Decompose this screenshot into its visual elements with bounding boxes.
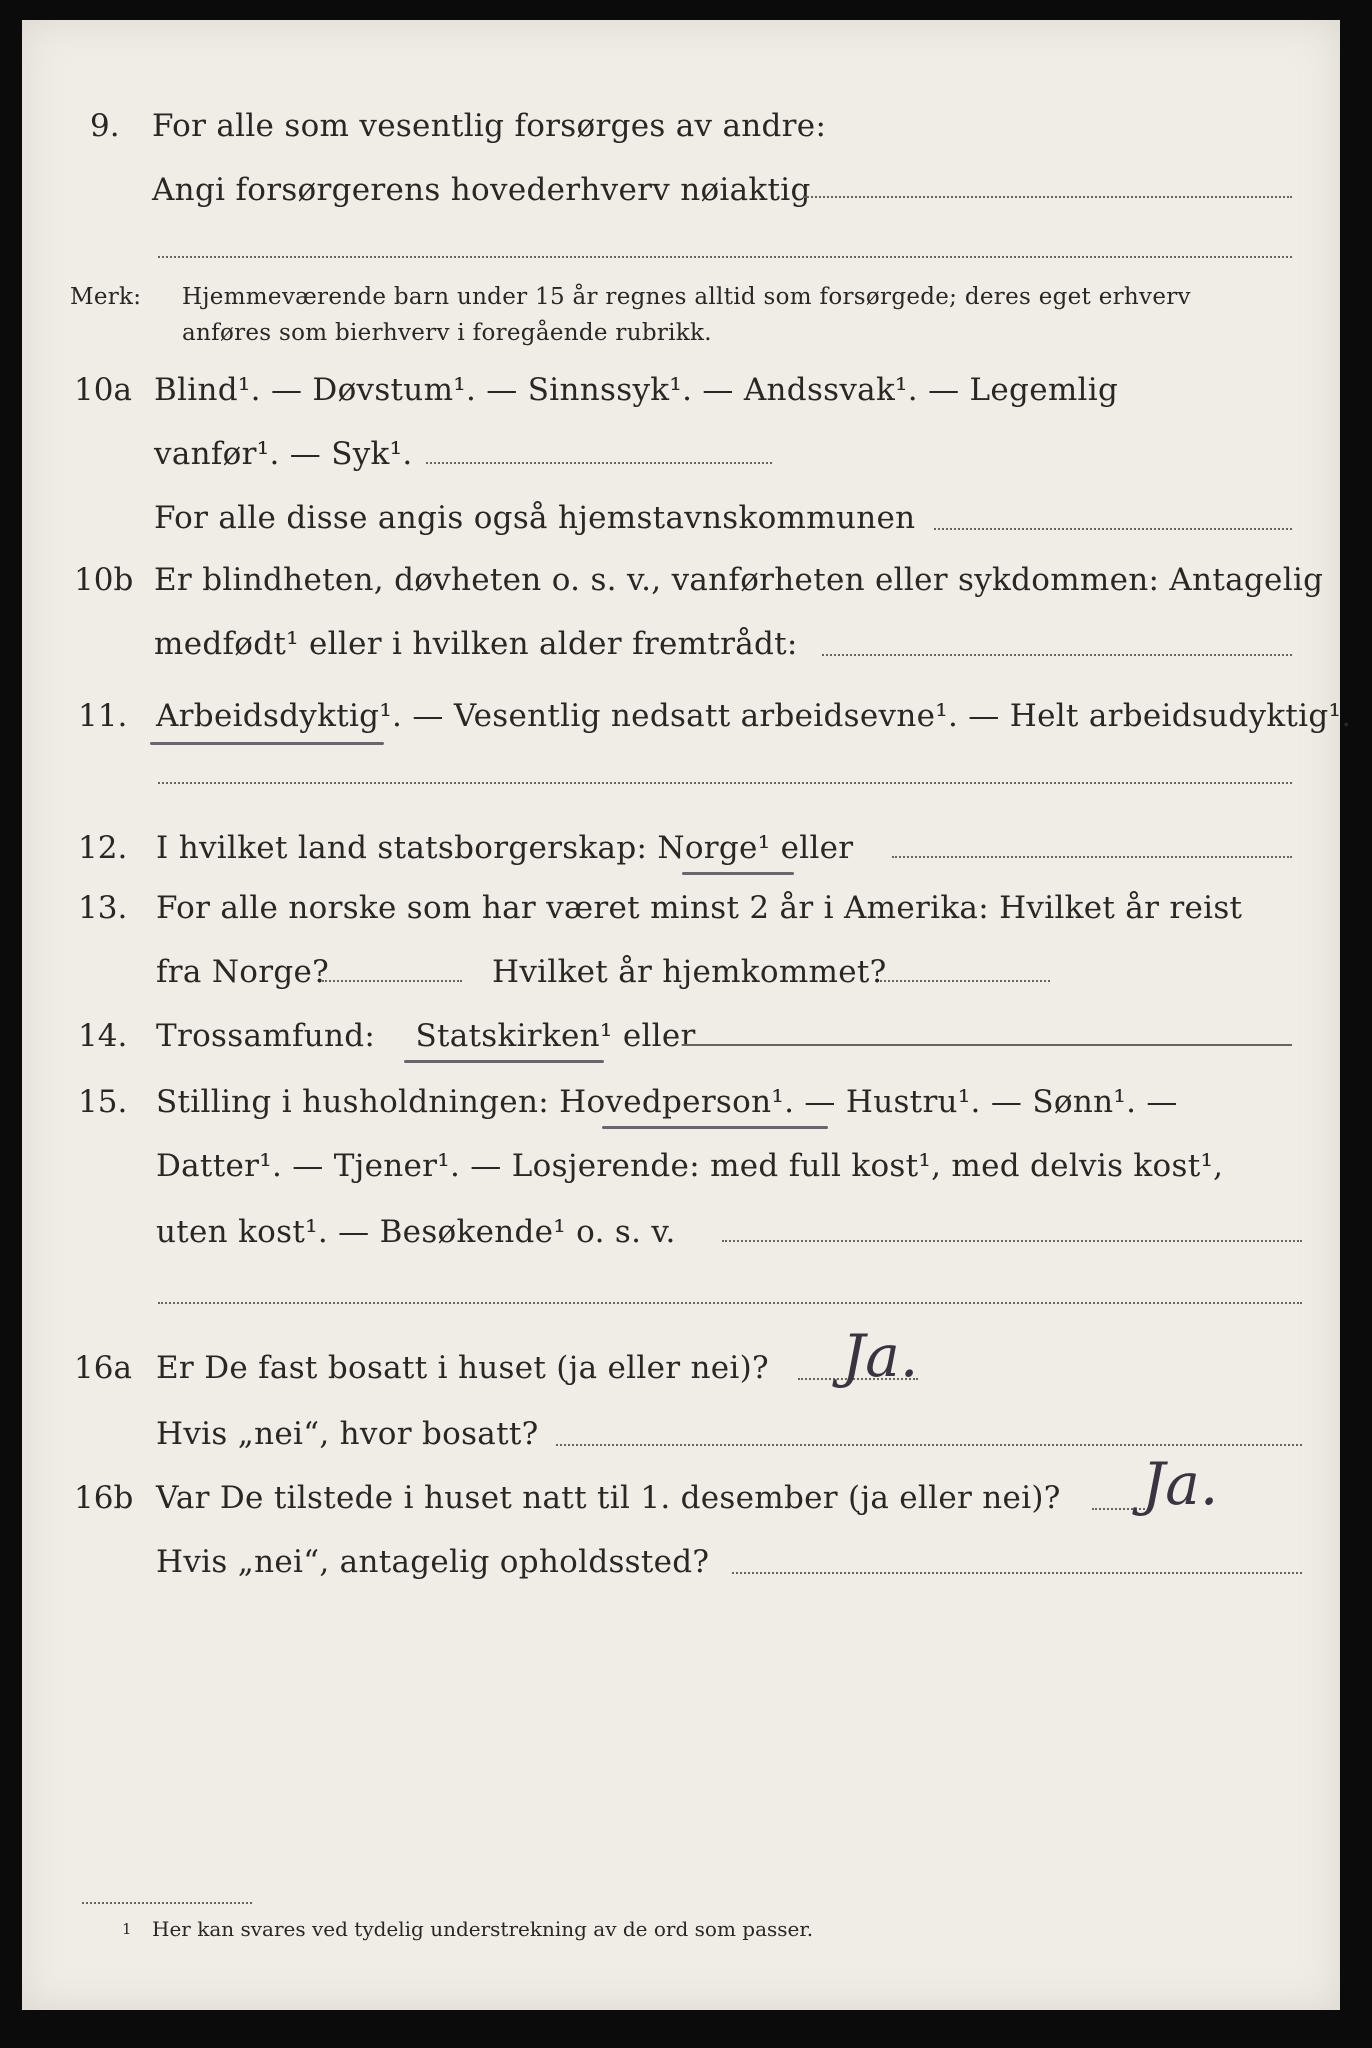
q11-line (156, 696, 1351, 736)
q15-number: 15. (78, 1084, 128, 1120)
q15-line1 (156, 1082, 1178, 1122)
footnote-divider (82, 1902, 252, 1904)
footnote-mark: 1 (122, 1920, 132, 1938)
q10b-answer-line[interactable] (822, 654, 1292, 656)
q16a-line1: Er De fast bosatt i huset (ja eller nei)? (156, 1350, 769, 1386)
q10b-line2: medfødt¹ eller i hvilken alder fremtrådt: (154, 626, 798, 662)
q11-option-arbeidsdyktig[interactable]: Arbeidsdyktig¹. (156, 698, 403, 734)
q14-line (156, 1016, 696, 1056)
q15-underline-mark (602, 1126, 828, 1129)
q16b-handwritten-answer: Ja. (1142, 1450, 1219, 1518)
q13-line2b: Hvilket år hjemkommet? (492, 954, 887, 990)
q10b-number: 10b (74, 562, 134, 598)
q14-pre: Trossamfund: (156, 1018, 376, 1054)
q12-post: eller (780, 830, 854, 866)
q11-rest: — Vesentlig nedsatt arbeidsevne¹. — Helt arbeidsudyktig¹. (412, 698, 1352, 734)
q16b-line2: Hvis „nei“, antagelig opholdssted? (156, 1544, 710, 1580)
q9-line2: Angi forsørgerens hovederhverv nøiaktig (152, 172, 811, 208)
q11-underline-mark (150, 742, 384, 745)
q9-line1: For alle som vesentlig forsørges av andre: (152, 108, 827, 144)
q13-reist-line[interactable] (322, 980, 462, 982)
footnote-text: Her kan svares ved tydelig understrekning av de ord som passer. (152, 1917, 814, 1941)
q12-underline-mark (682, 872, 794, 875)
q10a-hjemstavn-line[interactable] (934, 528, 1292, 530)
q9-answer-line[interactable] (804, 196, 1292, 198)
q11-number: 11. (78, 698, 128, 734)
q16a-bosatt-line[interactable] (556, 1444, 1302, 1446)
q14-number: 14. (78, 1018, 128, 1054)
q10a-line3: For alle disse angis også hjemstavnskommunen (154, 500, 916, 536)
q14-option-statskirken[interactable]: Statskirken¹ (415, 1018, 613, 1054)
q15-answer-line-2[interactable] (158, 1302, 1302, 1304)
q12-answer-line[interactable] (892, 856, 1292, 858)
q12-number: 12. (78, 830, 128, 866)
q15-pre: Stilling i husholdningen: (156, 1084, 549, 1120)
q10a-answer-line[interactable] (426, 462, 772, 464)
q16b-opholdssted-line[interactable] (732, 1572, 1302, 1574)
q16b-number: 16b (74, 1480, 134, 1516)
q16b-line1: Var De tilstede i huset natt til 1. desember (ja eller nei)? (156, 1480, 1061, 1516)
q16a-number: 16a (74, 1350, 132, 1386)
q15-rest1: — Hustru¹. — Sønn¹. — (804, 1084, 1178, 1120)
q10a-line1: Blind¹. — Døvstum¹. — Sinnssyk¹. — Andssvak¹. — Legemlig (154, 372, 1119, 408)
q12-pre: I hvilket land statsborgerskap: (156, 830, 648, 866)
q9-number: 9. (90, 108, 120, 144)
q10a-number: 10a (74, 372, 132, 408)
q10b-line1: Er blindheten, døvheten o. s. v., vanførheten eller sykdommen: Antagelig (154, 562, 1324, 598)
merk-label: Merk: (70, 284, 142, 310)
q13-hjemkommet-line[interactable] (880, 980, 1050, 982)
census-form-page (22, 20, 1352, 2010)
q11-answer-line[interactable] (158, 782, 1292, 784)
q14-post: eller (622, 1018, 696, 1054)
q15-line3: uten kost¹. — Besøkende¹ o. s. v. (156, 1214, 676, 1250)
q13-number: 13. (78, 890, 128, 926)
merk-line2: anføres som bierhverv i foregående rubrikk. (182, 320, 712, 346)
q12-option-norge[interactable]: Norge¹ (657, 830, 771, 866)
q15-answer-line[interactable] (722, 1240, 1302, 1242)
q14-underline-mark (404, 1060, 604, 1063)
q16a-line2: Hvis „nei“, hvor bosatt? (156, 1416, 539, 1452)
q12-line (156, 828, 853, 868)
q15-line2: Datter¹. — Tjener¹. — Losjerende: med full kost¹, med delvis kost¹, (156, 1148, 1224, 1184)
q13-line1: For alle norske som har været minst 2 år i Amerika: Hvilket år reist (156, 890, 1243, 926)
q13-line2a: fra Norge? (156, 954, 330, 990)
q10a-line2: vanfør¹. — Syk¹. (154, 436, 413, 472)
q16a-handwritten-answer: Ja. (842, 1322, 919, 1390)
q15-option-hovedperson[interactable]: Hovedperson¹. (559, 1084, 795, 1120)
q14-answer-line[interactable] (682, 1044, 1292, 1046)
merk-line1: Hjemmeværende barn under 15 år regnes alltid som forsørgede; deres eget erhverv (182, 284, 1191, 310)
q9-answer-line-2[interactable] (158, 256, 1292, 258)
